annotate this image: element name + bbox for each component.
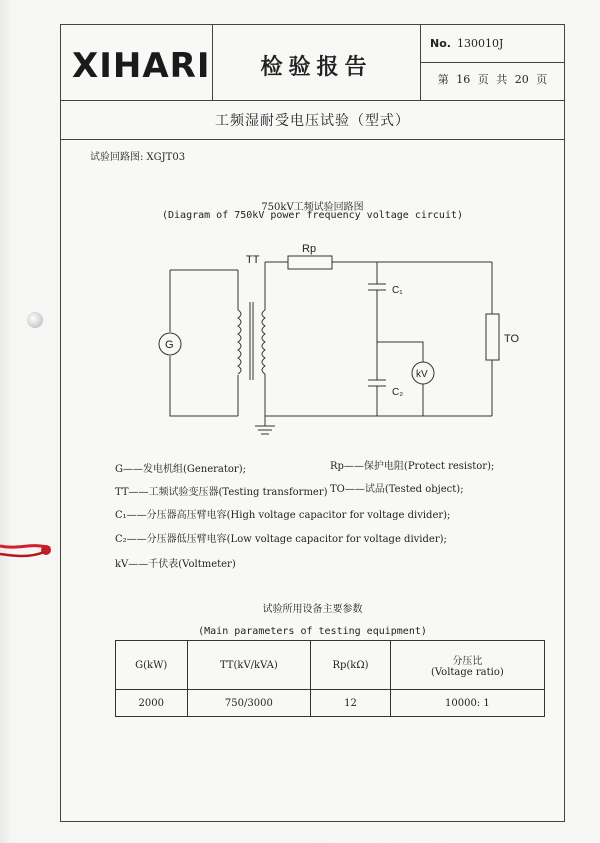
header-rp: Rp(kΩ) [311, 641, 391, 690]
report-number [430, 37, 503, 50]
capacitor-c1-icon [368, 284, 386, 290]
cell-ratio: 10000: 1 [390, 690, 544, 717]
header-ratio-cn: 分压比 [452, 656, 483, 667]
label-kv: kV [416, 369, 428, 380]
wire [170, 356, 238, 416]
label-to: TO [504, 333, 520, 345]
header-ratio [390, 641, 544, 690]
section-divider [60, 139, 565, 140]
header-ratio-en: (Voltage ratio) [430, 667, 504, 678]
legend-resistor: Rp——保护电阻(Protect resistor); [330, 461, 495, 472]
primary-coil-icon [238, 310, 241, 374]
table-title: 试验所用设备主要参数 [262, 604, 363, 615]
parameters-table [115, 640, 545, 717]
table-header-row [116, 641, 545, 690]
capacitor-c2-icon [368, 380, 386, 386]
circuit-diagram [140, 240, 520, 440]
cell-g: 2000 [116, 690, 188, 717]
table-row [116, 690, 545, 717]
label-tt: TT [246, 254, 260, 266]
diagram-subtitle: (Diagram of 750kV power frequency voltage circuit) [161, 210, 464, 221]
wire [377, 342, 423, 362]
table-subtitle: (Main parameters of testing equipment) [198, 626, 427, 637]
resistor-rp-icon [288, 256, 332, 269]
label-rp: Rp [302, 243, 317, 255]
page-count: 第 16 页 共 20 页 [437, 73, 548, 86]
legend-voltmeter: kV——千伏表(Voltmeter) [115, 559, 236, 570]
section-title: 工频湿耐受电压试验（型式） [215, 113, 410, 129]
report-title: 检验报告 [260, 54, 373, 80]
ground-icon [255, 426, 275, 434]
transformer-core-icon [250, 302, 253, 380]
legend-transformer: TT——工频试验变压器(Testing transformer) [115, 487, 328, 498]
company-logo: XIHARI [72, 46, 211, 86]
label-c2: C₂ [392, 387, 404, 398]
diagram-title: 750kV工频试验回路图 [261, 202, 364, 213]
legend-generator: G——发电机组(Generator); [115, 464, 246, 475]
binder-hole-icon [27, 312, 43, 328]
test-object-icon [486, 314, 499, 360]
header-tt: TT(kV/kVA) [187, 641, 311, 690]
label-g: G [165, 339, 174, 351]
cell-tt: 750/3000 [187, 690, 311, 717]
label-c1: C₁ [392, 285, 403, 296]
cell-rp: 12 [311, 690, 391, 717]
legend-c2: C₂——分压器低压臂电容(Low voltage capacitor for voltage divider); [115, 534, 447, 545]
legend-test-object: TO——试品(Tested object); [330, 484, 464, 495]
report-number-value: 130010J [456, 37, 504, 50]
header-divider [420, 62, 565, 63]
secondary-coil-icon [262, 310, 265, 374]
legend-c1: C₁——分压器高压臂电容(High voltage capacitor for voltage divider); [115, 510, 451, 521]
circuit-number: 试验回路图: XGJT03 [90, 152, 186, 163]
header-g: G(kW) [116, 641, 188, 690]
binding-string-icon [0, 536, 54, 564]
report-number-label: No. [430, 37, 451, 50]
